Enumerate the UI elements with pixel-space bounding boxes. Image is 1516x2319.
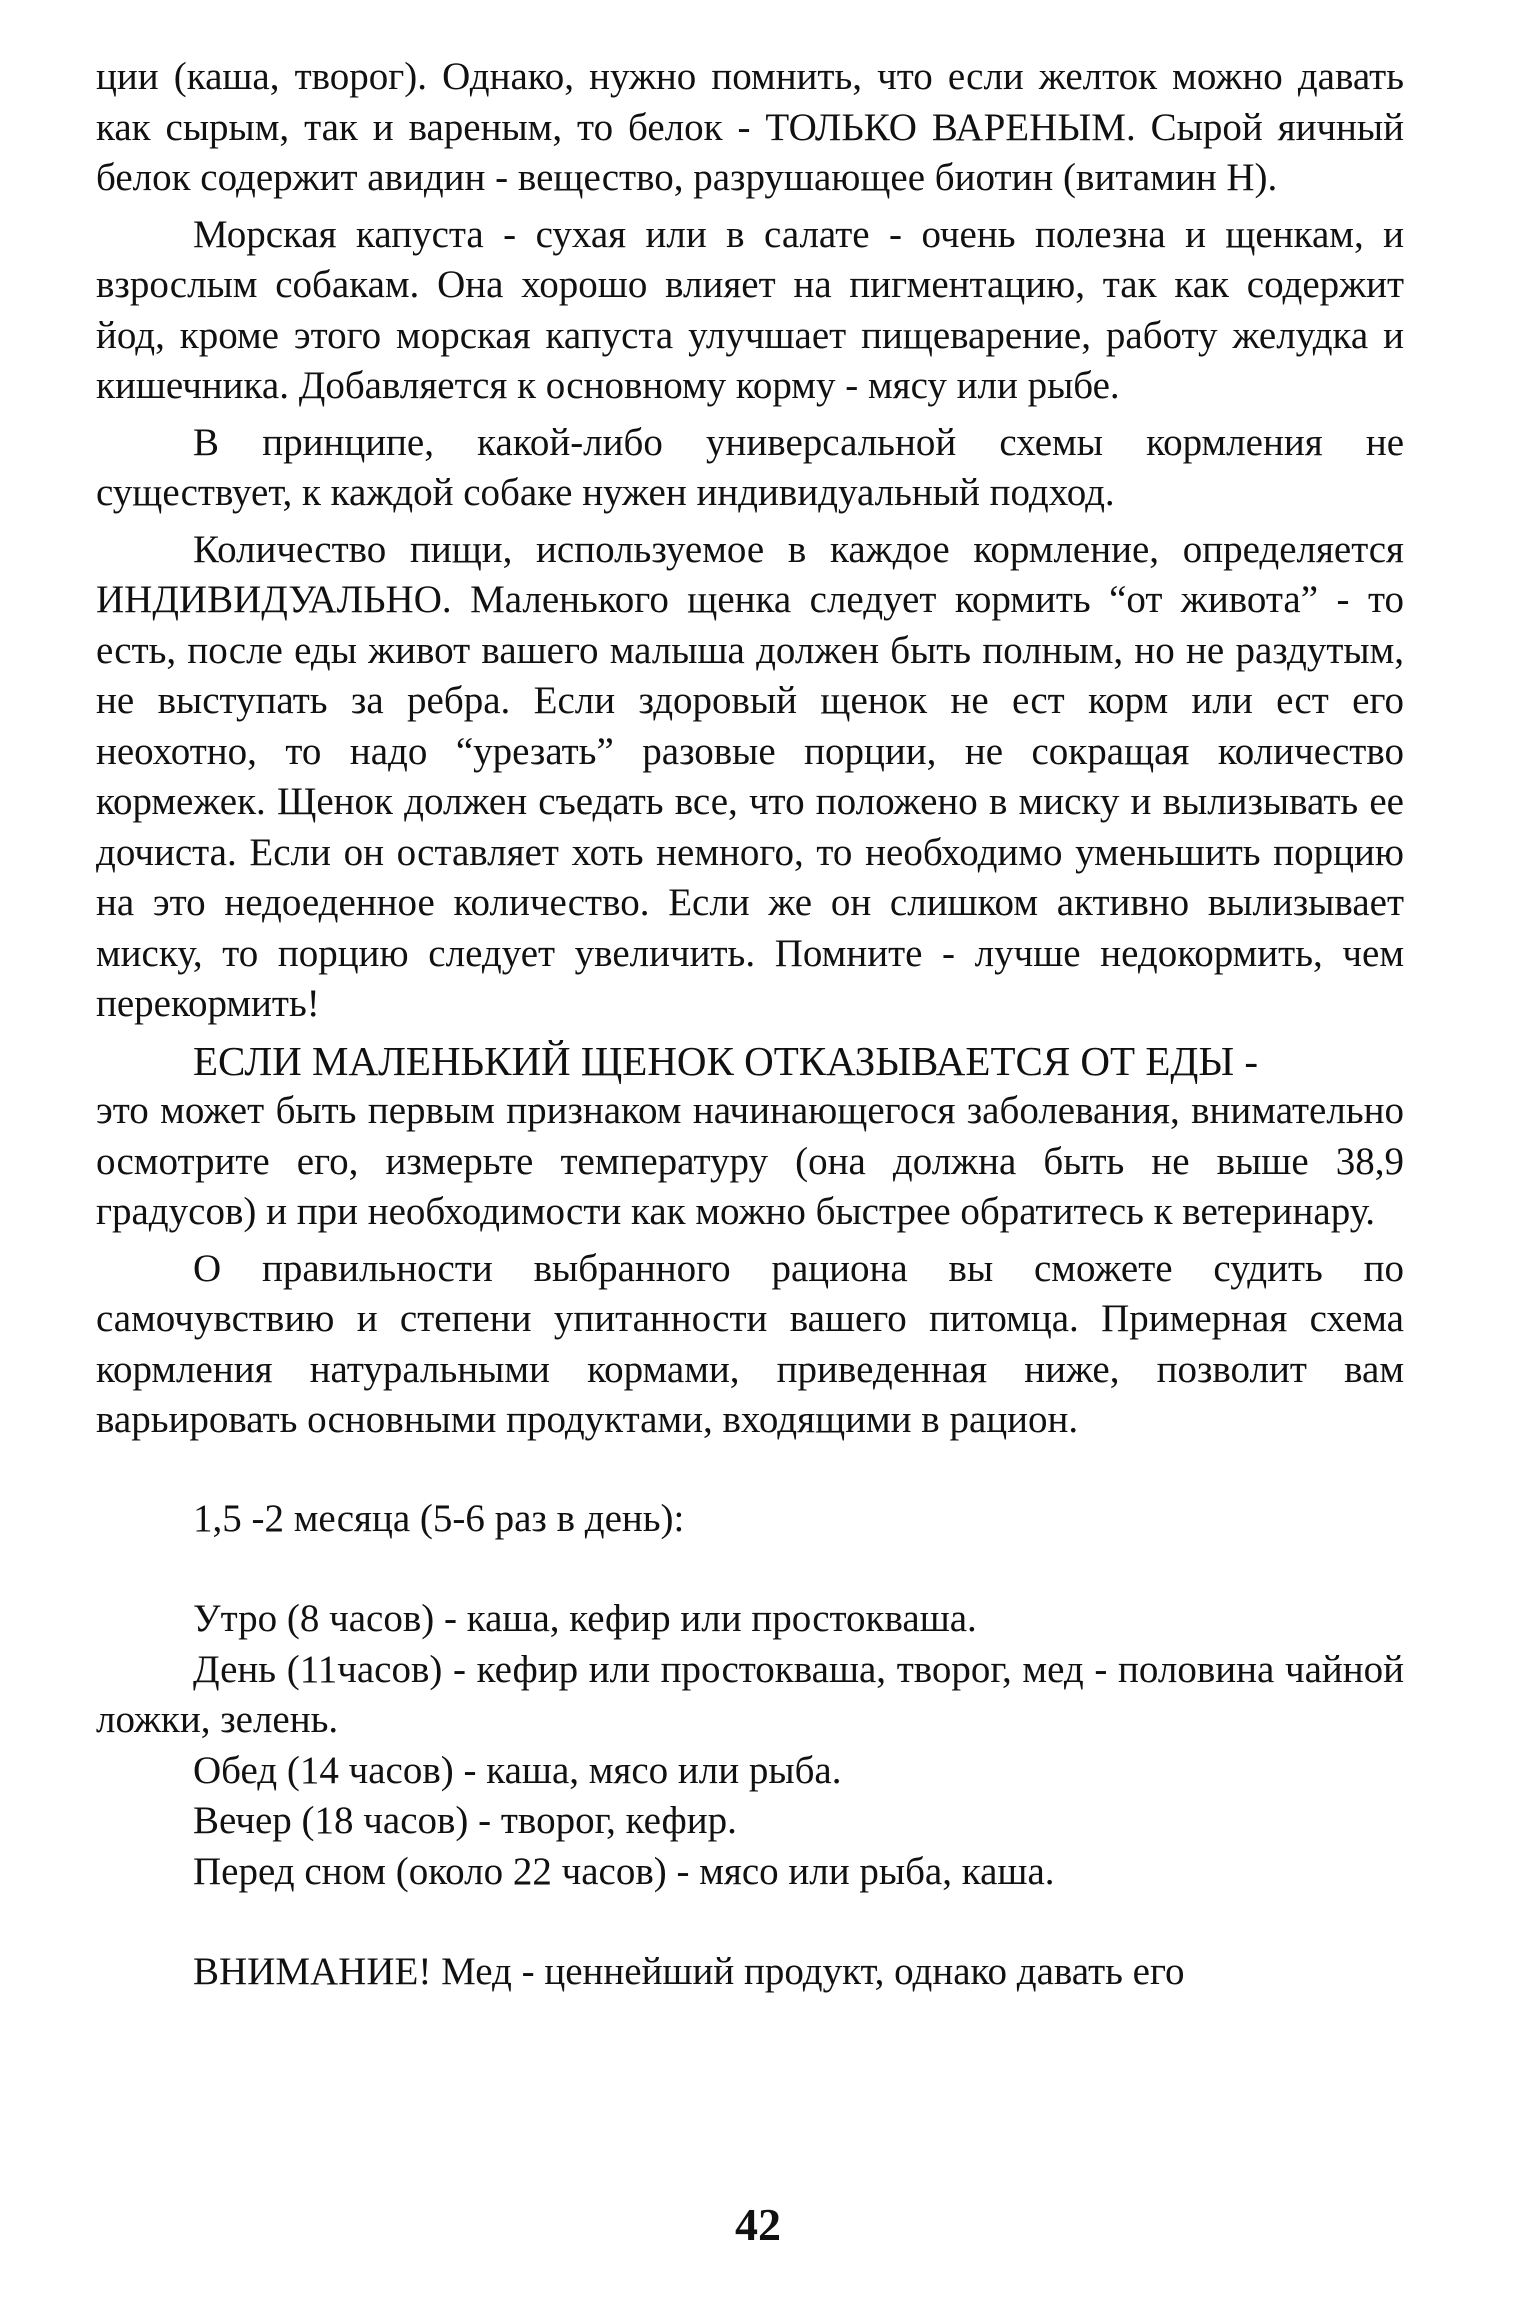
paragraph-warning: ВНИМАНИЕ! Мед - ценнейший продукт, однако давать его [193, 1950, 1185, 1993]
paragraph-diet-assessment: О правильности выбранного рациона вы сможете судить по самочувствию и степени упитанности вашего питомца. Примерная схема кормления натуральными кормами, приведенная ниже, позволит вам варьировать основными продуктами, входящими в рацион. [96, 1246, 1404, 1441]
page-number: 42 [735, 2199, 781, 2250]
paragraph-food-quantity: Количество пищи, используемое в каждое кормление, определяется ИНДИВИДУАЛЬНО. Маленького щенка следует кормить “от живота” - то есть, после еды живот вашего малыша должен быть полным, но не раздутым, не выступать за ребра. Если здоровый щенок не ест корм или ест его неохотно, то надо “урезать” разовые порции, не сокращая количество кормежек. Щенок должен съедать все, что положено в миску и вылизывать ее дочиста. Если он оставляет хоть немного, то необходимо уменьшить порцию на это недоеденное количество. Если же он слишком активно вылизывает миску, то порцию следует увеличить. Помните - лучше недокормить, чем перекормить! [96, 527, 1404, 1025]
feeding-schedule [96, 1494, 1404, 1898]
book-page [96, 52, 1404, 1998]
paragraph-refuses-food-heading: ЕСЛИ МАЛЕНЬКИЙ ЩЕНОК ОТКАЗЫВАЕТСЯ ОТ ЕДЫ - [193, 1037, 1258, 1084]
schedule-heading: 1,5 -2 месяца (5-6 раз в день): [193, 1496, 685, 1540]
paragraph-universal-scheme: В принципе, какой-либо универсальной схемы кормления не существует, к каждой собаке нужен индивидуальный подход. [96, 420, 1404, 514]
schedule-item-day: День (11часов) - кефир или простокваша, творог, мед - половина чайной ложки, зелень. [96, 1647, 1404, 1741]
schedule-item-before-sleep: Перед сном (около 22 часов) - мясо или рыба, каша. [193, 1849, 1055, 1893]
paragraph-refuses-food-body: это может быть первым признаком начинающегося заболевания, внимательно осмотрите его, измерьте температуру (она должна быть не выше 38,9 градусов) и при необходимости как можно быстрее обратитесь к ветеринару. [96, 1089, 1404, 1233]
paragraph-egg-continuation: ции (каша, творог). Однако, нужно помнить, что если желток можно давать как сырым, так и вареным, то белок - ТОЛЬКО ВАРЕНЫМ. Сырой яичный белок содержит авидин - вещество, разрушающее биотин (витамин Н). [96, 55, 1404, 199]
schedule-item-lunch: Обед (14 часов) - каша, мясо или рыба. [193, 1748, 842, 1792]
schedule-item-evening: Вечер (18 часов) - творог, кефир. [193, 1799, 737, 1842]
schedule-item-morning: Утро (8 часов) - каша, кефир или простокваша. [193, 1597, 977, 1640]
paragraph-seaweed: Морская капуста - сухая или в салате - очень полезна и щенкам, и взрослым собакам. Она хорошо влияет на пигментацию, так как содержит йод, кроме этого морская капуста улучшает пищеварение, работу желудка и кишечника. Добавляется к основному корму - мясу или рыбе. [96, 212, 1404, 407]
